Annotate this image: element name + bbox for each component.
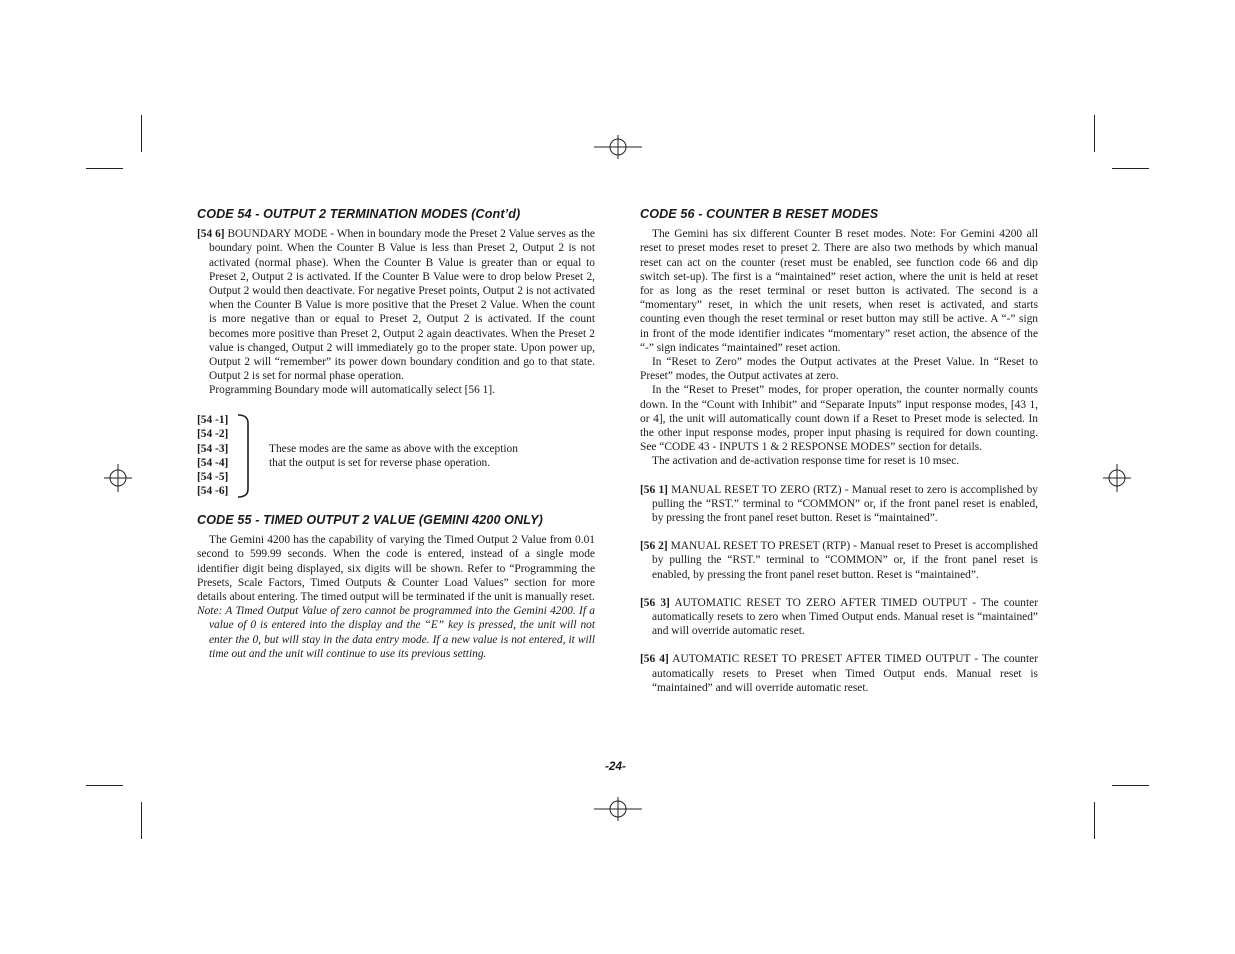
code56-para-4: The activation and de-activation response time for reset is 10 msec. bbox=[652, 455, 960, 468]
registration-mark-icon bbox=[104, 464, 132, 492]
code56-item-3 bbox=[640, 596, 1038, 639]
code56-para-3: In the “Reset to Preset” modes, for proper operation, the counter normally counts down. In the “Count with Inhibit” and “Separate Inputs” input response modes, [43 1, or 4], the unit will automatically count down if a Reset to Preset mode is selected. In the other input response modes, proper input phasing is required for down counting. See “CODE 43 - INPUTS 1 & 2 RESPONSE MODES” section for details. bbox=[640, 384, 1038, 454]
left-column bbox=[197, 207, 595, 398]
code54-heading: CODE 54 - OUTPUT 2 TERMINATION MODES (Cont’d) bbox=[197, 207, 521, 221]
code55-note: Note: A Timed Output Value of zero cannot be programmed into the Gemini 4200. If a value of 0 is entered into the display and the “E” key is pressed, the unit will not enter the 0, but will stay in the data entry mode. If a new value is not entered, it will time out and the unit will continue to use its previous setting. bbox=[197, 605, 595, 660]
item-text: MANUAL RESET TO ZERO (RTZ) - Manual reset to zero is accomplished by pulling the “RST.” terminal to “COMMON” or, if the front panel reset is enabled, by pressing the front panel reset button. Reset is “maintained”. bbox=[652, 483, 1038, 525]
registration-mark-icon bbox=[1103, 464, 1131, 492]
code56-para-1: The Gemini has six different Counter B reset modes. Note: For Gemini 4200 all reset to preset modes reset to preset 2. There are also two methods by which manual reset can act on the counter (reset must be enabled, see function code 66 and dip switch set-up). The first is a “maintained” reset action, where the unit is held at reset for as long as the reset terminal or reset button is activated. The second is a “momentary” reset, in which the unit resets, when reset is activated, and starts counting even though the reset terminal or reset button may still be active. A “-” sign in front of the mode identifier indicates “momentary” reset action, the absence of the “-” sign indicates “maintained” reset action. bbox=[640, 228, 1038, 354]
crop-mark bbox=[1094, 802, 1095, 839]
item-code: [56 1] bbox=[640, 483, 668, 496]
code56-para-2: In “Reset to Zero” modes the Output activates at the Preset Value. In “Reset to Preset” modes, the Output activates at zero. bbox=[640, 356, 1038, 383]
code55-heading: CODE 55 - TIMED OUTPUT 2 VALUE (GEMINI 4200 ONLY) bbox=[197, 513, 543, 527]
right-column bbox=[640, 207, 1038, 695]
item-code: [56 3] bbox=[640, 596, 670, 609]
code56-item-1 bbox=[640, 483, 1038, 526]
reverse-code: [54 -3] bbox=[197, 442, 229, 455]
reverse-code: [54 -2] bbox=[197, 428, 229, 441]
crop-mark bbox=[1112, 168, 1149, 169]
item-code: [56 4] bbox=[640, 653, 669, 666]
item-text: BOUNDARY MODE - When in boundary mode the Preset 2 Value serves as the boundary point. When the Counter B Value is less than Preset 2, Output 2 is not activated (normal phase). When the Counter B Value is greater than or equal to Preset 2, Output 2 is activated. If the Counter B Value were to drop below Preset 2, Output 2 would then deactivate. For negative Preset points, Output 2 is not activated when the Counter B Value is more positive that the Preset 2 Value. When the count is more negative than or equal to Preset 2, Output 2 is activated. If the count becomes more positive than Preset 2, Output 2 again deactivates. When the Preset 2 value is changed, Output 2 will immediately go to the proper state. Upon power up, Output 2 will “remember” its power down boundary condition and go to that state. Output 2 is set for normal phase operation. bbox=[209, 228, 595, 383]
crop-mark bbox=[86, 168, 123, 169]
crop-mark bbox=[86, 785, 123, 786]
code56-heading: CODE 56 - COUNTER B RESET MODES bbox=[640, 207, 879, 221]
item-text: MANUAL RESET TO PRESET (RTP) - Manual reset to Preset is accomplished by pulling the “RST.” terminal to “COMMON” or, if the front panel reset is enabled, by pressing the front panel reset button. Reset is “maintained”. bbox=[652, 540, 1038, 581]
reverse-description: These modes are the same as above with the exception that the output is set for reverse phase operation. bbox=[269, 443, 518, 470]
crop-mark bbox=[1112, 785, 1149, 786]
item-text: AUTOMATIC RESET TO ZERO AFTER TIMED OUTPUT - The counter automatically resets to zero when Timed Output ends. Manual reset is “maintained” and will override automatic reset. bbox=[652, 596, 1038, 638]
reverse-code-list bbox=[197, 413, 228, 499]
bracket-icon bbox=[236, 413, 254, 499]
item-code: [54 6] bbox=[197, 228, 225, 241]
crop-mark bbox=[1094, 115, 1095, 152]
registration-mark-icon bbox=[594, 795, 642, 823]
left-column-lower bbox=[197, 513, 595, 661]
code56-item-4 bbox=[640, 652, 1038, 695]
reverse-code: [54 -6] bbox=[197, 485, 229, 498]
code54-item-6 bbox=[197, 227, 595, 383]
crop-mark bbox=[141, 802, 142, 839]
item-code: [56 2] bbox=[640, 540, 668, 553]
programming-note: Programming Boundary mode will automatically select [56 1]. bbox=[209, 384, 495, 397]
page-number: -24- bbox=[605, 759, 626, 773]
code56-item-2 bbox=[640, 539, 1038, 582]
item-text: AUTOMATIC RESET TO PRESET AFTER TIMED OUTPUT - The counter automatically resets to Preset when Timed Output ends. Manual reset is “maintained” and will override automatic reset. bbox=[652, 653, 1039, 694]
registration-mark-icon bbox=[594, 133, 642, 161]
crop-mark bbox=[141, 115, 142, 152]
code55-body: The Gemini 4200 has the capability of varying the Timed Output 2 Value from 0.01 second to 599.99 seconds. When the code is entered, instead of a single mode identifier digit being displayed, six digits will be shown. Refer to “Programming the Presets, Scale Factors, Timed Outputs & Counter Load Values” section for more details about entering. The timed output will be terminated if the unit is manually reset. bbox=[197, 534, 595, 604]
reverse-code: [54 -1] bbox=[197, 414, 229, 426]
reverse-code: [54 -5] bbox=[197, 471, 229, 484]
reverse-code: [54 -4] bbox=[197, 456, 229, 469]
